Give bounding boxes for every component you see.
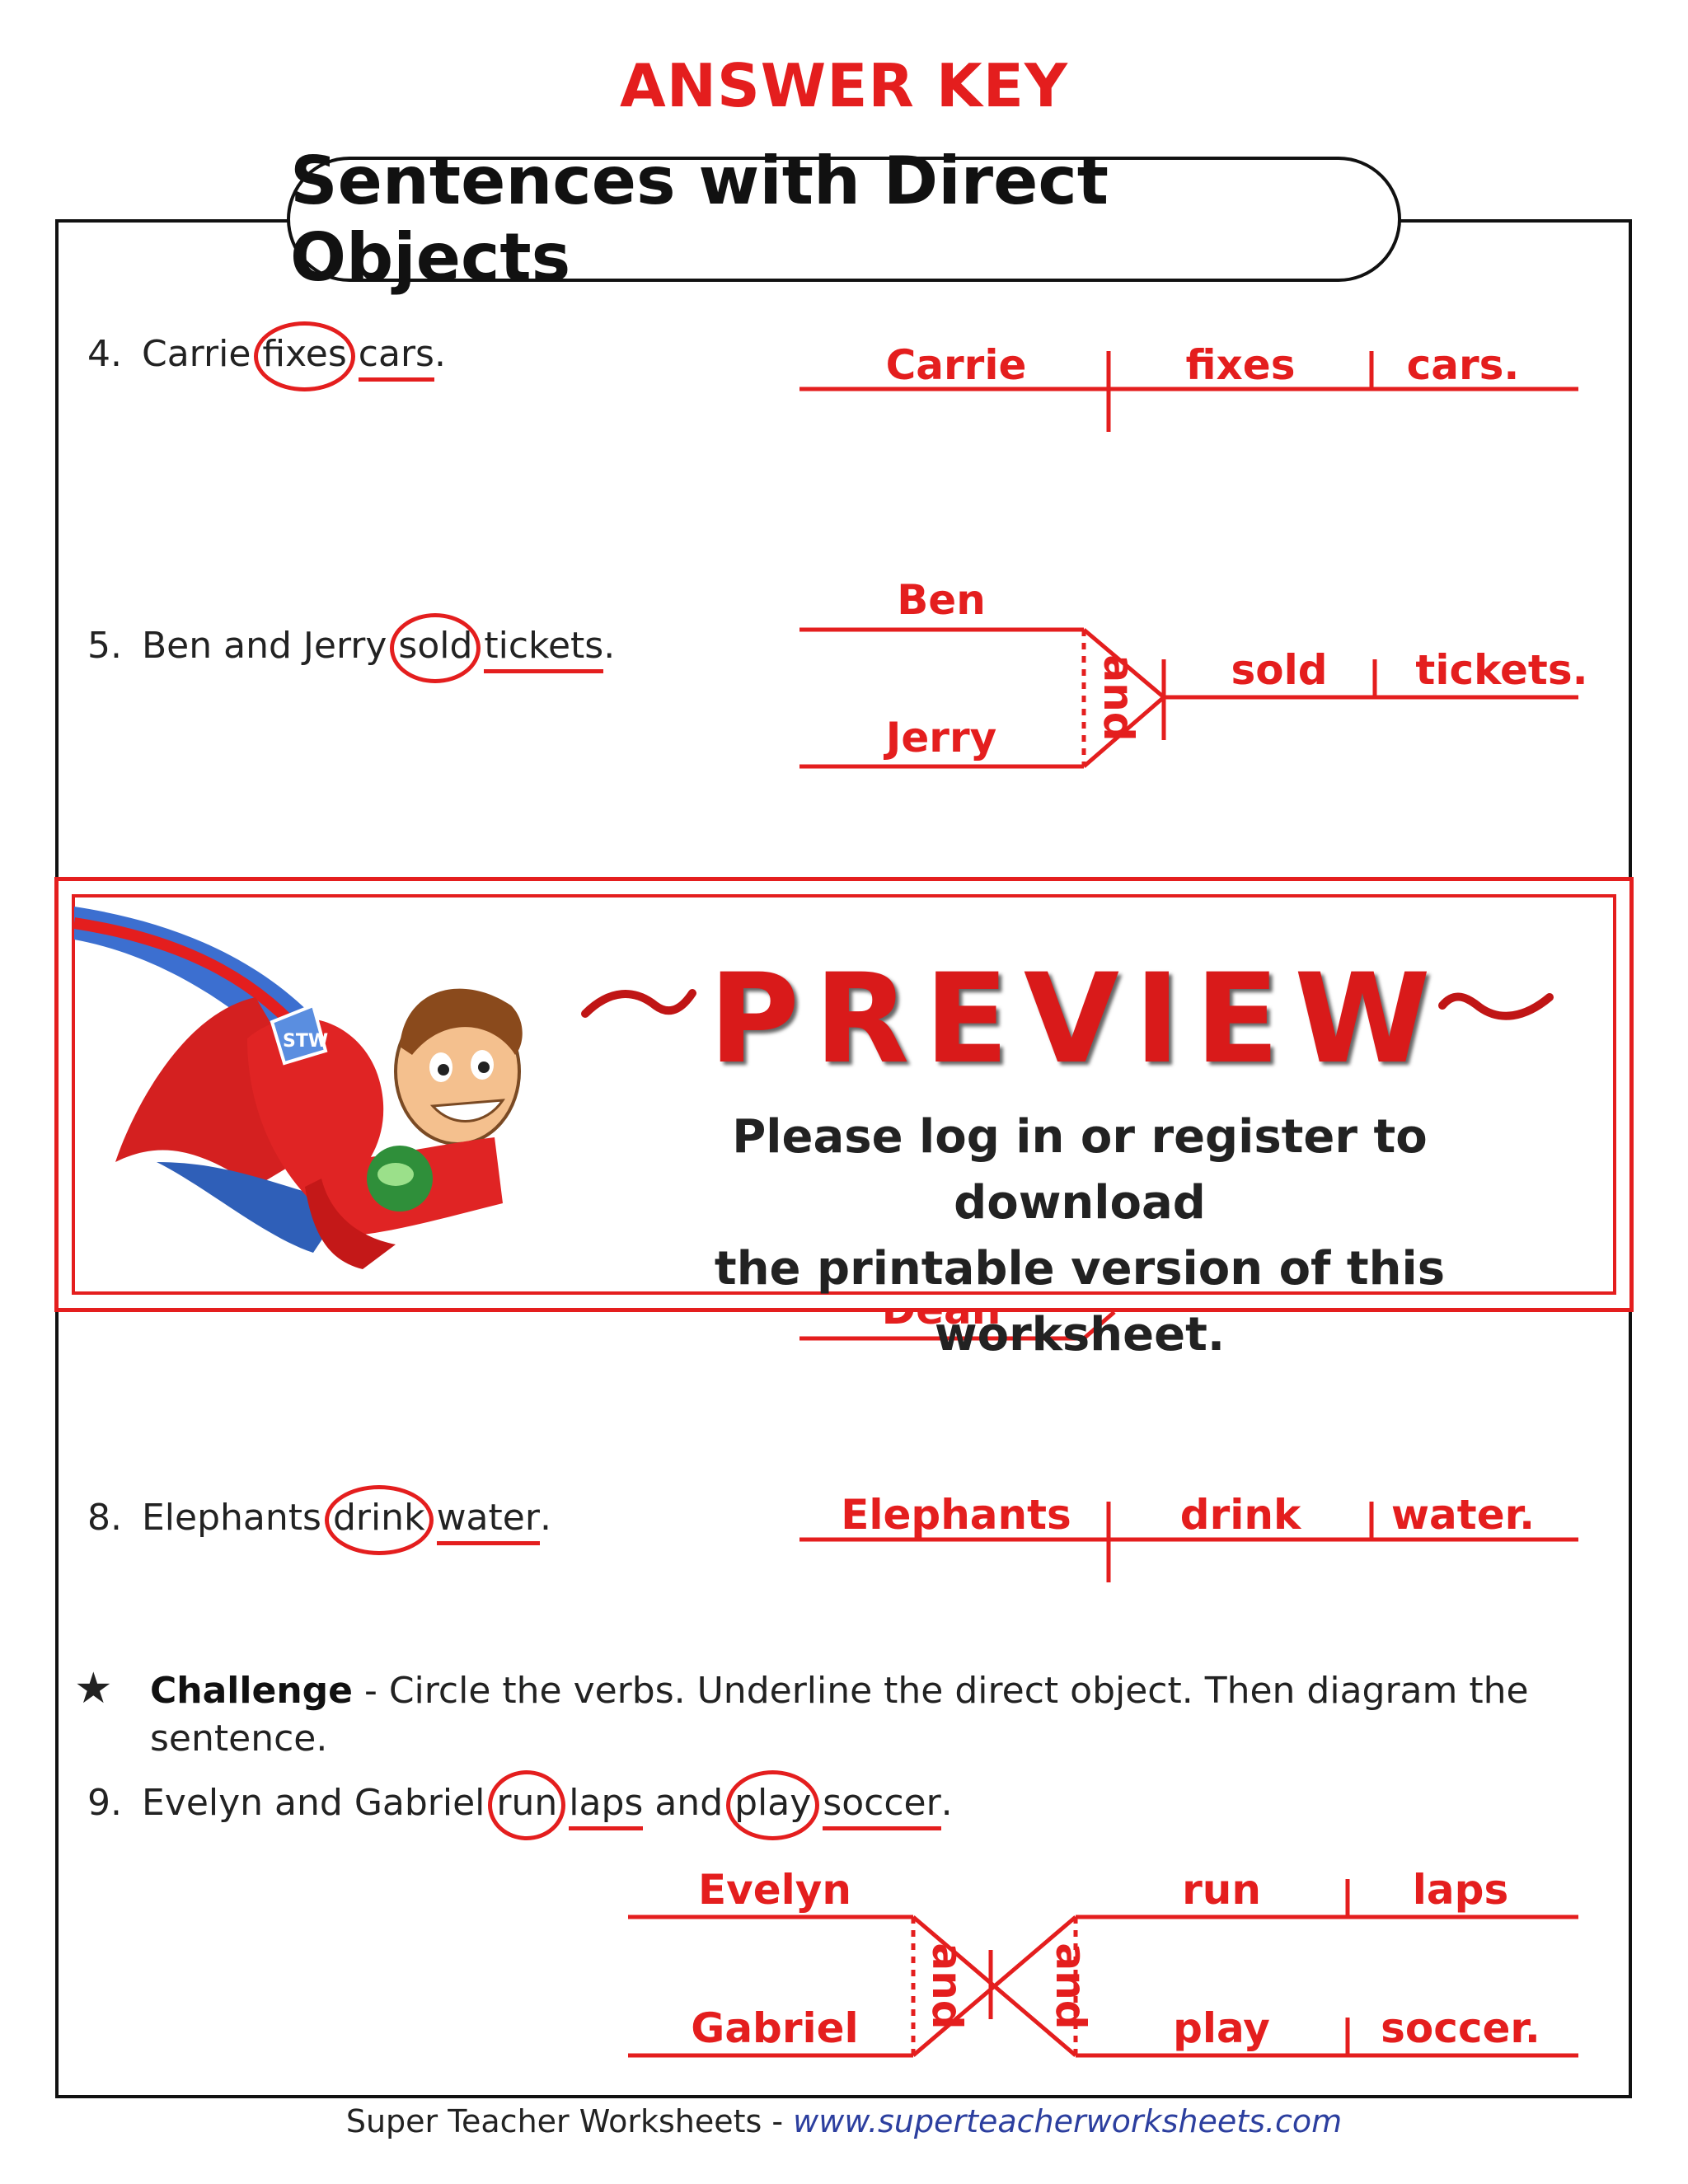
sentence-subject: Carrie <box>142 333 251 375</box>
diagram-verb: fixes <box>1185 341 1296 389</box>
item-number: 9. <box>87 1782 122 1824</box>
badge-text: STW <box>283 1031 329 1052</box>
preview-line-1: Please log in or register to download <box>732 1110 1428 1230</box>
superhero-mascot-icon <box>66 890 593 1302</box>
worksheet-title: Sentences with Direct Objects <box>287 157 1401 282</box>
star-icon: ★ <box>74 1664 113 1713</box>
diagram-object: cars. <box>1406 341 1520 389</box>
diagram-5 <box>799 576 1588 766</box>
circled-verb-2: play <box>734 1782 812 1824</box>
diagram-object: water. <box>1390 1491 1536 1539</box>
footer <box>0 2103 1688 2139</box>
diagram-subject: Elephants <box>841 1491 1071 1539</box>
diagram-subject1: Ben <box>897 576 986 624</box>
circled-verb: fixes <box>262 333 347 375</box>
challenge-text-cont: sentence. <box>150 1718 328 1760</box>
right-tilde-ornament-icon <box>1434 981 1558 1030</box>
diagram-verb2: play <box>1173 2004 1270 2052</box>
sentence-9 <box>87 1782 953 1824</box>
diagram-verb: sold <box>1231 646 1328 694</box>
underlined-object: water <box>436 1497 540 1539</box>
sentence-end: . <box>940 1782 953 1824</box>
item-number: 5. <box>87 625 122 667</box>
diagram-8 <box>799 1491 1578 1582</box>
footer-site: Super Teacher Worksheets - <box>345 2103 794 2139</box>
diagram-9 <box>628 1866 1578 2055</box>
diagram-object: tickets. <box>1415 646 1588 694</box>
diagram-4 <box>799 341 1578 432</box>
preview-line-2: the printable version of this worksheet. <box>714 1242 1446 1361</box>
diagram-verb: drink <box>1179 1491 1301 1539</box>
answer-key-heading: ANSWER KEY <box>619 51 1069 120</box>
challenge-label: Challenge <box>150 1670 353 1712</box>
diagram-conjunction-right: and <box>1047 1943 1095 2030</box>
preview-word: PREVIEW <box>709 948 1446 1091</box>
item-number: 4. <box>87 333 122 375</box>
conjunction: and <box>654 1782 724 1824</box>
circled-verb: drink <box>332 1497 425 1539</box>
circled-verb: sold <box>398 625 473 667</box>
diagram-subject1: Evelyn <box>698 1866 851 1914</box>
underlined-object: tickets <box>484 625 604 667</box>
sentence-end: . <box>539 1497 551 1539</box>
preview-message <box>610 1104 1550 1368</box>
diagram-conjunction: and <box>1095 654 1142 742</box>
diagram-subject: Carrie <box>885 341 1027 389</box>
sentence-subject: Ben and Jerry <box>142 625 387 667</box>
sentence-subjects: Evelyn and Gabriel <box>142 1782 485 1824</box>
sentence-end: . <box>434 333 446 375</box>
diagram-conjunction-left: and <box>923 1943 971 2030</box>
left-tilde-ornament-icon <box>577 981 701 1030</box>
underlined-object-1: laps <box>569 1782 644 1824</box>
sentence-end: . <box>603 625 616 667</box>
underlined-object-2: soccer <box>823 1782 941 1824</box>
footer-url-link[interactable]: www.superteacherworksheets.com <box>793 2103 1343 2139</box>
diagram-verb1: run <box>1182 1866 1261 1914</box>
diagram-object2: soccer. <box>1381 2004 1540 2052</box>
diagram-subject2: Gabriel <box>691 2004 859 2052</box>
underlined-object: cars <box>358 333 434 375</box>
diagram-object1: laps <box>1412 1866 1509 1914</box>
challenge-instructions <box>74 1665 1591 1763</box>
sentence-subject: Elephants <box>142 1497 321 1539</box>
circled-verb-1: run <box>496 1782 558 1824</box>
item-number: 8. <box>87 1497 122 1539</box>
challenge-text: - Circle the verbs. Underline the direct object. Then diagram the <box>352 1670 1529 1712</box>
diagram-subject2: Jerry <box>885 714 997 762</box>
